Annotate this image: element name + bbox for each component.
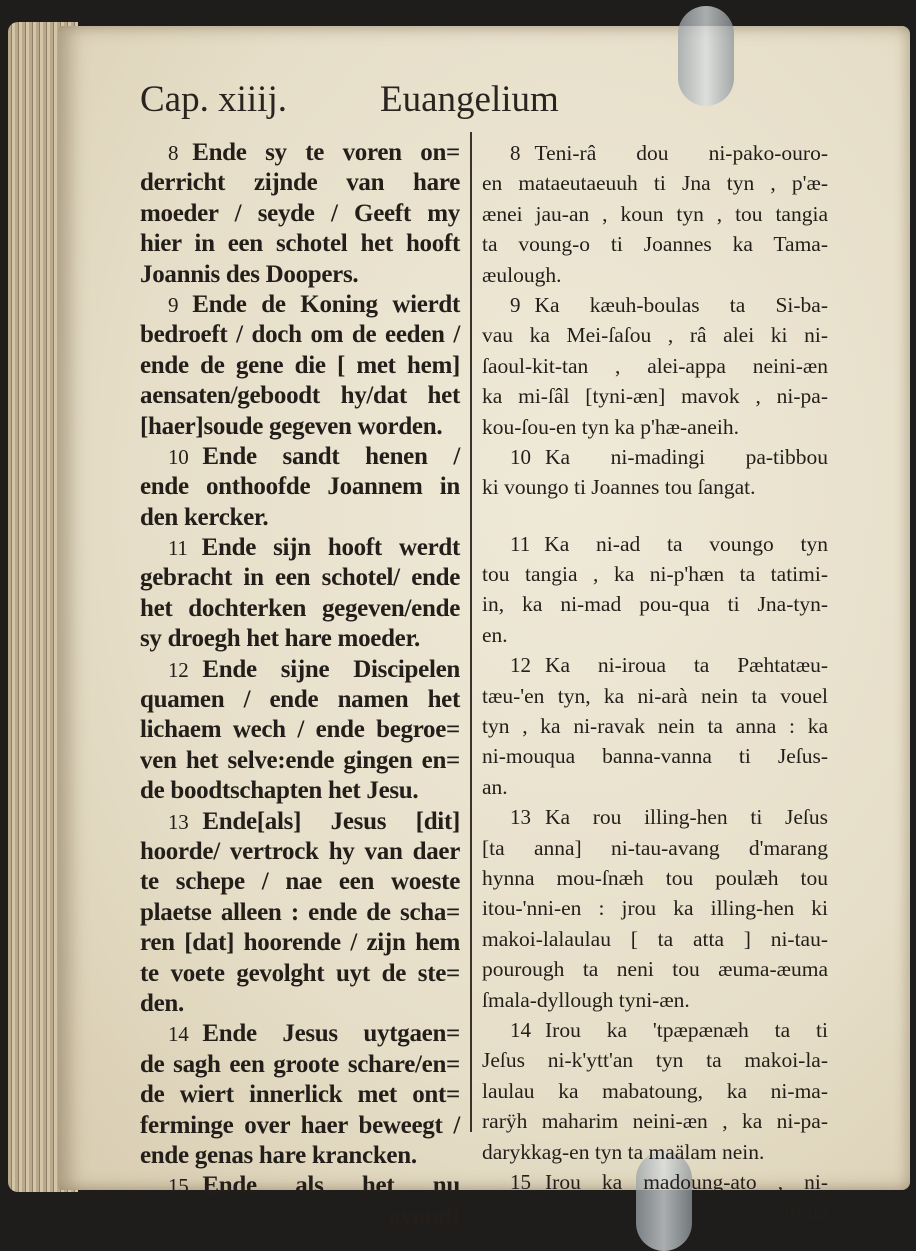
verse-13 <box>140 807 460 1020</box>
verse-number: 11 <box>510 531 531 556</box>
text-line <box>140 928 460 958</box>
line-text: Ende sijne Discipelen <box>202 655 460 683</box>
line-text: rarÿh maharim neini-æn , ka ni-pa- <box>482 1109 828 1134</box>
line-text: plaetse alleen : ende de scha= <box>140 898 460 926</box>
text-line <box>140 715 460 745</box>
line-text: ferminge over haer beweegt / <box>140 1111 460 1139</box>
text-line <box>482 472 828 502</box>
line-text: derricht zijnde van hare <box>140 169 460 197</box>
verse-12 <box>140 655 460 807</box>
text-line <box>140 1111 460 1141</box>
line-text: iroua <box>783 1200 828 1225</box>
line-text: tyn , ka ni-ravak nein ta anna : ka <box>482 714 828 739</box>
text-line <box>140 776 460 806</box>
text-line <box>140 685 460 715</box>
line-text: ka mi-ſâl [tyni-æn] mavok , ni-pa- <box>482 384 828 409</box>
verse-10 <box>140 442 460 533</box>
verse-number: 10 <box>168 444 189 469</box>
text-line <box>140 655 460 685</box>
line-text: Irou ka madoung-ato , ni- <box>545 1169 828 1194</box>
verse-9 <box>482 290 828 442</box>
verse-14 <box>482 1015 828 1167</box>
verse-number: 15 <box>168 1174 189 1199</box>
line-text: ende de gene die [ met hem] <box>140 351 460 379</box>
verse-number: 10 <box>510 444 531 469</box>
verse-number: 12 <box>510 653 531 678</box>
line-text: kou-ſou-en tyn ka p'hæ-aneih. <box>482 414 740 439</box>
verse-13 <box>482 802 828 1015</box>
text-line <box>482 893 828 923</box>
line-text: ki voungo ti Joannes tou ſangat. <box>482 475 756 500</box>
line-text: den kercker. <box>140 503 269 531</box>
line-text: darykkag-en tyn ta maälam nein. <box>482 1139 765 1164</box>
line-text: Ka kæuh-boulas ta Si-ba- <box>534 292 828 317</box>
text-line <box>482 442 828 472</box>
line-text: de boodtschapten het Jesu. <box>140 777 419 805</box>
line-text: Joannis des Doopers. <box>140 260 359 288</box>
line-text: Ende als het nu <box>202 1172 460 1200</box>
line-text: Ende sandt henen / <box>202 442 460 470</box>
text-line <box>482 199 828 229</box>
dutch-text-column <box>140 138 460 1232</box>
text-line <box>482 589 828 619</box>
page-clip-top <box>678 6 734 106</box>
chapter-heading: Cap. xiiij. <box>140 79 287 120</box>
text-line <box>482 802 828 832</box>
line-text: avondt <box>388 1202 460 1230</box>
formosan-text-column <box>482 138 828 1228</box>
line-text: de wiert innerlick met ont= <box>140 1081 460 1109</box>
text-line <box>482 138 828 168</box>
text-line <box>482 290 828 320</box>
text-line <box>482 772 828 802</box>
line-text: ren [dat] hoorende / zijn hem <box>140 929 460 957</box>
text-line <box>482 559 828 589</box>
verse-12 <box>482 650 828 802</box>
line-text: sy droegh het hare moeder. <box>140 625 420 653</box>
line-text: hoorde/ vertrock hy van daer <box>140 837 460 865</box>
line-text: Ka ni-iroua ta Pæhtatæu- <box>545 653 828 678</box>
line-text: het dochterken gegeven/ende <box>140 594 460 622</box>
text-line <box>140 351 460 381</box>
text-line <box>482 1137 828 1167</box>
line-text: ni-mouqua banna-vanna ti Jeſus- <box>482 744 828 769</box>
line-text: ſmala-dyllough tyni-æn. <box>482 987 690 1012</box>
text-line <box>140 807 460 837</box>
line-text: te voete gevolght uyt de ste= <box>140 959 460 987</box>
line-text: den. <box>140 989 184 1017</box>
verse-15 <box>482 1167 828 1228</box>
text-line <box>482 381 828 411</box>
text-line <box>482 1045 828 1075</box>
text-line <box>140 959 460 989</box>
text-line <box>140 624 460 654</box>
verse-number: 14 <box>510 1017 531 1042</box>
verse-number: 14 <box>168 1022 189 1047</box>
verse-11 <box>482 529 828 651</box>
verse-number: 11 <box>168 536 188 561</box>
text-line <box>482 529 828 559</box>
line-text: hier in een schotel het hooft <box>140 230 460 258</box>
line-text: in, ka ni-mad pou-qua ti Jna-tyn- <box>482 592 828 617</box>
text-line <box>482 985 828 1015</box>
text-line <box>140 594 460 624</box>
line-text: vau ka Mei-ſaſou , râ alei ki ni- <box>482 323 828 348</box>
line-text: Ende sy te voren on= <box>192 139 460 166</box>
text-line <box>482 1167 828 1197</box>
text-line <box>482 1106 828 1136</box>
line-text: ſaoul-kit-tan , alei-appa neini-æn <box>482 353 828 378</box>
line-text: tou tangia , ka ni-p'hæn ta tatimi- <box>482 562 828 587</box>
text-line <box>482 229 828 259</box>
text-line <box>140 229 460 259</box>
text-line <box>482 620 828 650</box>
text-line <box>482 681 828 711</box>
line-text: de sagh een groote schare/en= <box>140 1050 460 1078</box>
text-line <box>482 833 828 863</box>
text-line <box>482 1197 828 1227</box>
line-text: Ka rou illing-hen ti Jeſus <box>545 805 828 830</box>
line-text: ænei jau-an , koun tyn , tou tangia <box>482 201 828 226</box>
verse-number: 12 <box>168 657 189 682</box>
text-line <box>482 954 828 984</box>
column-divider <box>470 132 472 1132</box>
text-line <box>140 867 460 897</box>
text-line <box>482 168 828 198</box>
running-title: Euangelium <box>380 79 559 120</box>
text-line <box>140 381 460 411</box>
line-text: æulough. <box>482 262 562 287</box>
line-text: aensaten/geboodt hy/dat het <box>140 382 460 410</box>
line-text: Ka ni-madingi pa-tibbou <box>545 444 828 469</box>
text-line <box>140 533 460 563</box>
text-line <box>140 1171 460 1201</box>
line-text: hynna mou-ſnæh tou poulæh tou <box>482 865 828 890</box>
text-line <box>140 168 460 198</box>
line-text: bedroeft / doch om de eeden / <box>140 321 460 349</box>
text-line <box>140 1141 460 1171</box>
text-line <box>140 320 460 350</box>
line-text: an. <box>482 774 508 799</box>
line-text: [haer]soude gegeven worden. <box>140 412 443 440</box>
line-text: itou-'nni-en : jrou ka illing-hen ki <box>482 896 828 921</box>
text-line <box>140 837 460 867</box>
line-text: te schepe / nae een woeste <box>140 868 460 896</box>
line-text: [ta anna] ni-tau-avang d'marang <box>482 835 828 860</box>
text-line <box>140 290 460 320</box>
text-line <box>140 412 460 442</box>
line-text: moeder / seyde / Geeft my <box>140 199 460 227</box>
verse-number: 13 <box>510 805 531 830</box>
text-line <box>140 1202 460 1232</box>
text-line <box>140 138 460 168</box>
text-line <box>482 260 828 290</box>
text-line <box>140 1050 460 1080</box>
text-line <box>482 741 828 771</box>
verse-number: 9 <box>510 292 521 317</box>
text-line <box>140 989 460 1019</box>
text-line <box>140 260 460 290</box>
line-text: lichaem wech / ende begroe= <box>140 716 460 744</box>
text-line <box>482 1015 828 1045</box>
line-text: ta voung-o ti Joannes ka Tama- <box>482 232 828 257</box>
text-line <box>140 199 460 229</box>
line-text: Ende sijn hooft werdt <box>201 534 460 562</box>
line-text: Irou ka 'tpæpænæh ta ti <box>545 1017 828 1042</box>
text-line <box>140 563 460 593</box>
verse-9 <box>140 290 460 442</box>
text-line <box>482 650 828 680</box>
text-line <box>140 503 460 533</box>
line-text: Ende Jesus uytgaen= <box>202 1020 460 1048</box>
verse-number: 9 <box>168 292 179 317</box>
text-line <box>140 472 460 502</box>
text-line <box>482 412 828 442</box>
line-text: laulau ka mabatoung, ka ni-ma- <box>482 1078 828 1103</box>
verse-10 <box>482 442 828 503</box>
text-line <box>482 1076 828 1106</box>
line-text: Ka ni-ad ta voungo tyn <box>544 531 828 556</box>
verse-8 <box>482 138 828 290</box>
line-text: Ende de Koning wierdt <box>192 290 460 318</box>
line-text: Teni-râ dou ni-pako-ouro- <box>534 141 828 165</box>
verse-11 <box>140 533 460 655</box>
line-text: Jeſus ni-k'ytt'an tyn ta makoi-la- <box>482 1048 828 1073</box>
text-line <box>140 1019 460 1049</box>
line-text: ven het selve:ende gingen en= <box>140 746 460 774</box>
text-line <box>140 898 460 928</box>
verse-number: 8 <box>510 141 521 165</box>
verse-number: 13 <box>168 809 189 834</box>
text-line <box>482 711 828 741</box>
text-line <box>482 924 828 954</box>
line-text: quamen / ende namen het <box>140 686 460 714</box>
verse-number: 8 <box>168 141 179 165</box>
text-line <box>482 863 828 893</box>
verse-8 <box>140 138 460 290</box>
text-line <box>140 1080 460 1110</box>
line-text: tæu-'en tyn, ka ni-arà nein ta vouel <box>482 683 828 708</box>
line-text: en mataeutaeuuh ti Jna tyn , p'æ- <box>482 171 828 196</box>
text-line <box>482 320 828 350</box>
text-line <box>140 442 460 472</box>
verse-number: 15 <box>510 1169 531 1194</box>
verse-15 <box>140 1171 460 1232</box>
text-line <box>482 351 828 381</box>
text-line <box>140 746 460 776</box>
line-text: makoi-lalaulau [ ta atta ] ni-tau- <box>482 926 828 951</box>
verse-14 <box>140 1019 460 1171</box>
line-text: gebracht in een schotel/ ende <box>140 564 460 592</box>
line-text: pourough ta neni tou æuma-æuma <box>482 957 828 982</box>
line-text: Ende[als] Jesus [dit] <box>202 807 460 835</box>
line-text: ende genas hare krancken. <box>140 1141 417 1169</box>
line-text: en. <box>482 622 508 647</box>
line-text: ende onthoofde Joannem in <box>140 473 460 501</box>
